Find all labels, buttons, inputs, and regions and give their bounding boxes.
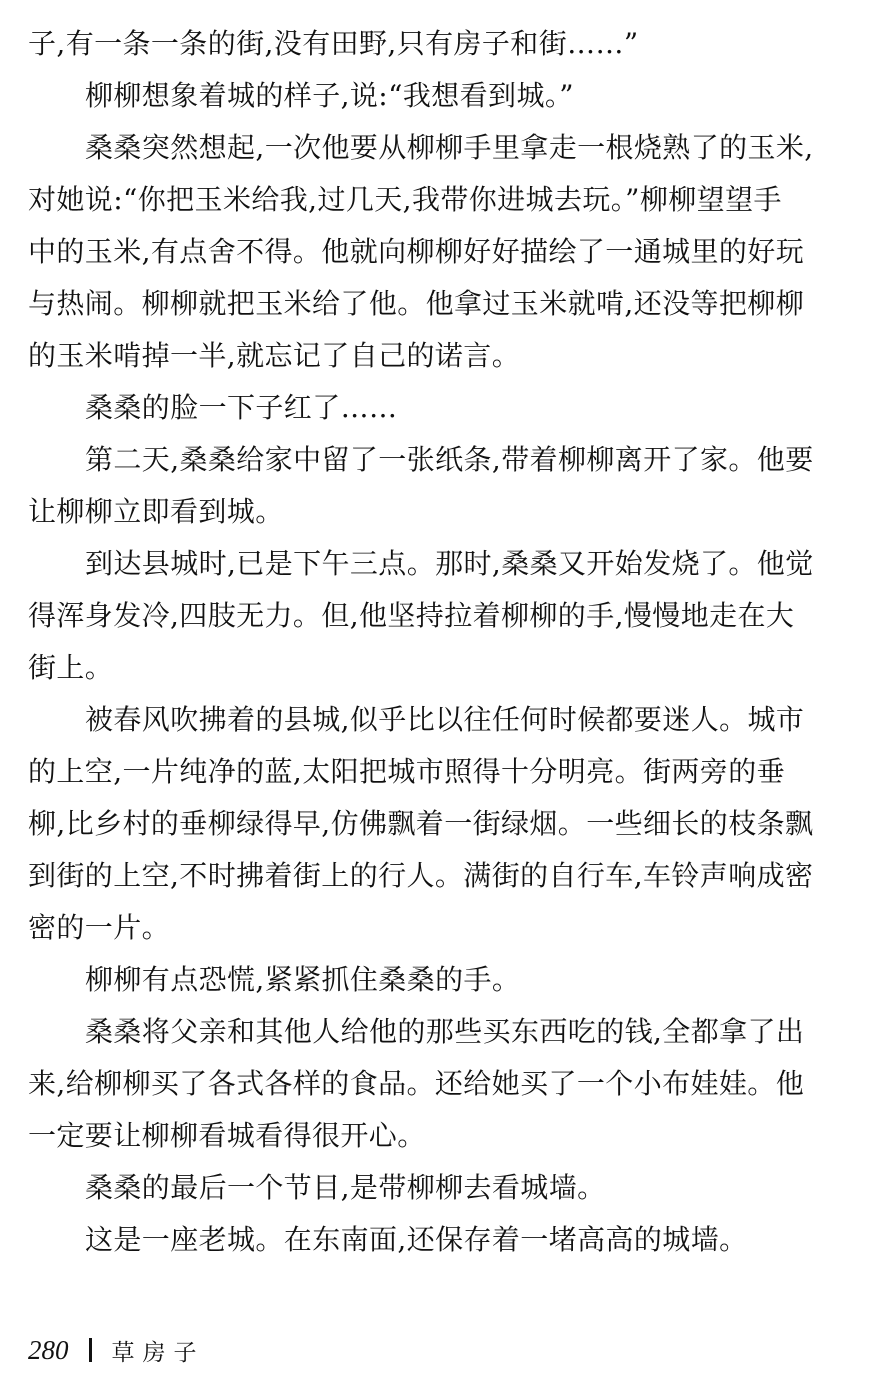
text-line: 桑桑的最后一个节目,是带柳柳去看城墙。 <box>85 1171 606 1204</box>
text-line: 让柳柳立即看到城。 <box>28 495 284 528</box>
text-line: 来,给柳柳买了各式各样的食品。还给她买了一个小布娃娃。他 <box>28 1067 805 1100</box>
text-line: 到街的上空,不时拂着街上的行人。满街的自行车,车铃声响成密 <box>28 859 814 892</box>
page-footer <box>28 1330 205 1370</box>
text-line: 对她说:“你把玉米给我,过几天,我带你进城去玩。”柳柳望望手 <box>28 183 782 216</box>
text-line: 柳,比乡村的垂柳绿得早,仿佛飘着一街绿烟。一些细长的枝条飘 <box>28 807 814 840</box>
text-line: 的玉米啃掉一半,就忘记了自己的诺言。 <box>28 339 521 372</box>
text-line: 桑桑的脸一下子红了…… <box>85 391 398 424</box>
text-line: 桑桑突然想起,一次他要从柳柳手里拿走一根烧熟了的玉米, <box>85 131 814 164</box>
text-line: 与热闹。柳柳就把玉米给了他。他拿过玉米就啃,还没等把柳柳 <box>28 287 805 320</box>
book-title: 草房子 <box>111 1339 205 1366</box>
text-line: 中的玉米,有点舍不得。他就向柳柳好好描绘了一通城里的好玩 <box>28 235 805 268</box>
text-line: 密的一片。 <box>28 911 171 944</box>
text-line: 街上。 <box>28 651 114 684</box>
page-number: 280 <box>28 1334 69 1365</box>
text-line: 柳柳想象着城的样子,说:“我想看到城。” <box>85 79 574 112</box>
text-line: 子,有一条一条的街,没有田野,只有房子和街……” <box>28 27 639 60</box>
text-line: 第二天,桑桑给家中留了一张纸条,带着柳柳离开了家。他要 <box>85 443 814 476</box>
text-line: 被春风吹拂着的县城,似乎比以往任何时候都要迷人。城市 <box>85 703 805 736</box>
text-line: 这是一座老城。在东南面,还保存着一堵高高的城墙。 <box>85 1223 748 1256</box>
text-line: 得浑身发冷,四肢无力。但,他坚持拉着柳柳的手,慢慢地走在大 <box>28 599 795 632</box>
text-line: 的上空,一片纯净的蓝,太阳把城市照得十分明亮。街两旁的垂 <box>28 755 786 788</box>
text-line: 柳柳有点恐慌,紧紧抓住桑桑的手。 <box>85 963 521 996</box>
footer-divider <box>89 1338 92 1362</box>
text-line: 桑桑将父亲和其他人给他的那些买东西吃的钱,全都拿了出 <box>85 1015 805 1048</box>
text-line: 一定要让柳柳看城看得很开心。 <box>28 1119 426 1152</box>
body-text <box>28 18 844 1266</box>
text-line: 到达县城时,已是下午三点。那时,桑桑又开始发烧了。他觉 <box>85 547 814 580</box>
